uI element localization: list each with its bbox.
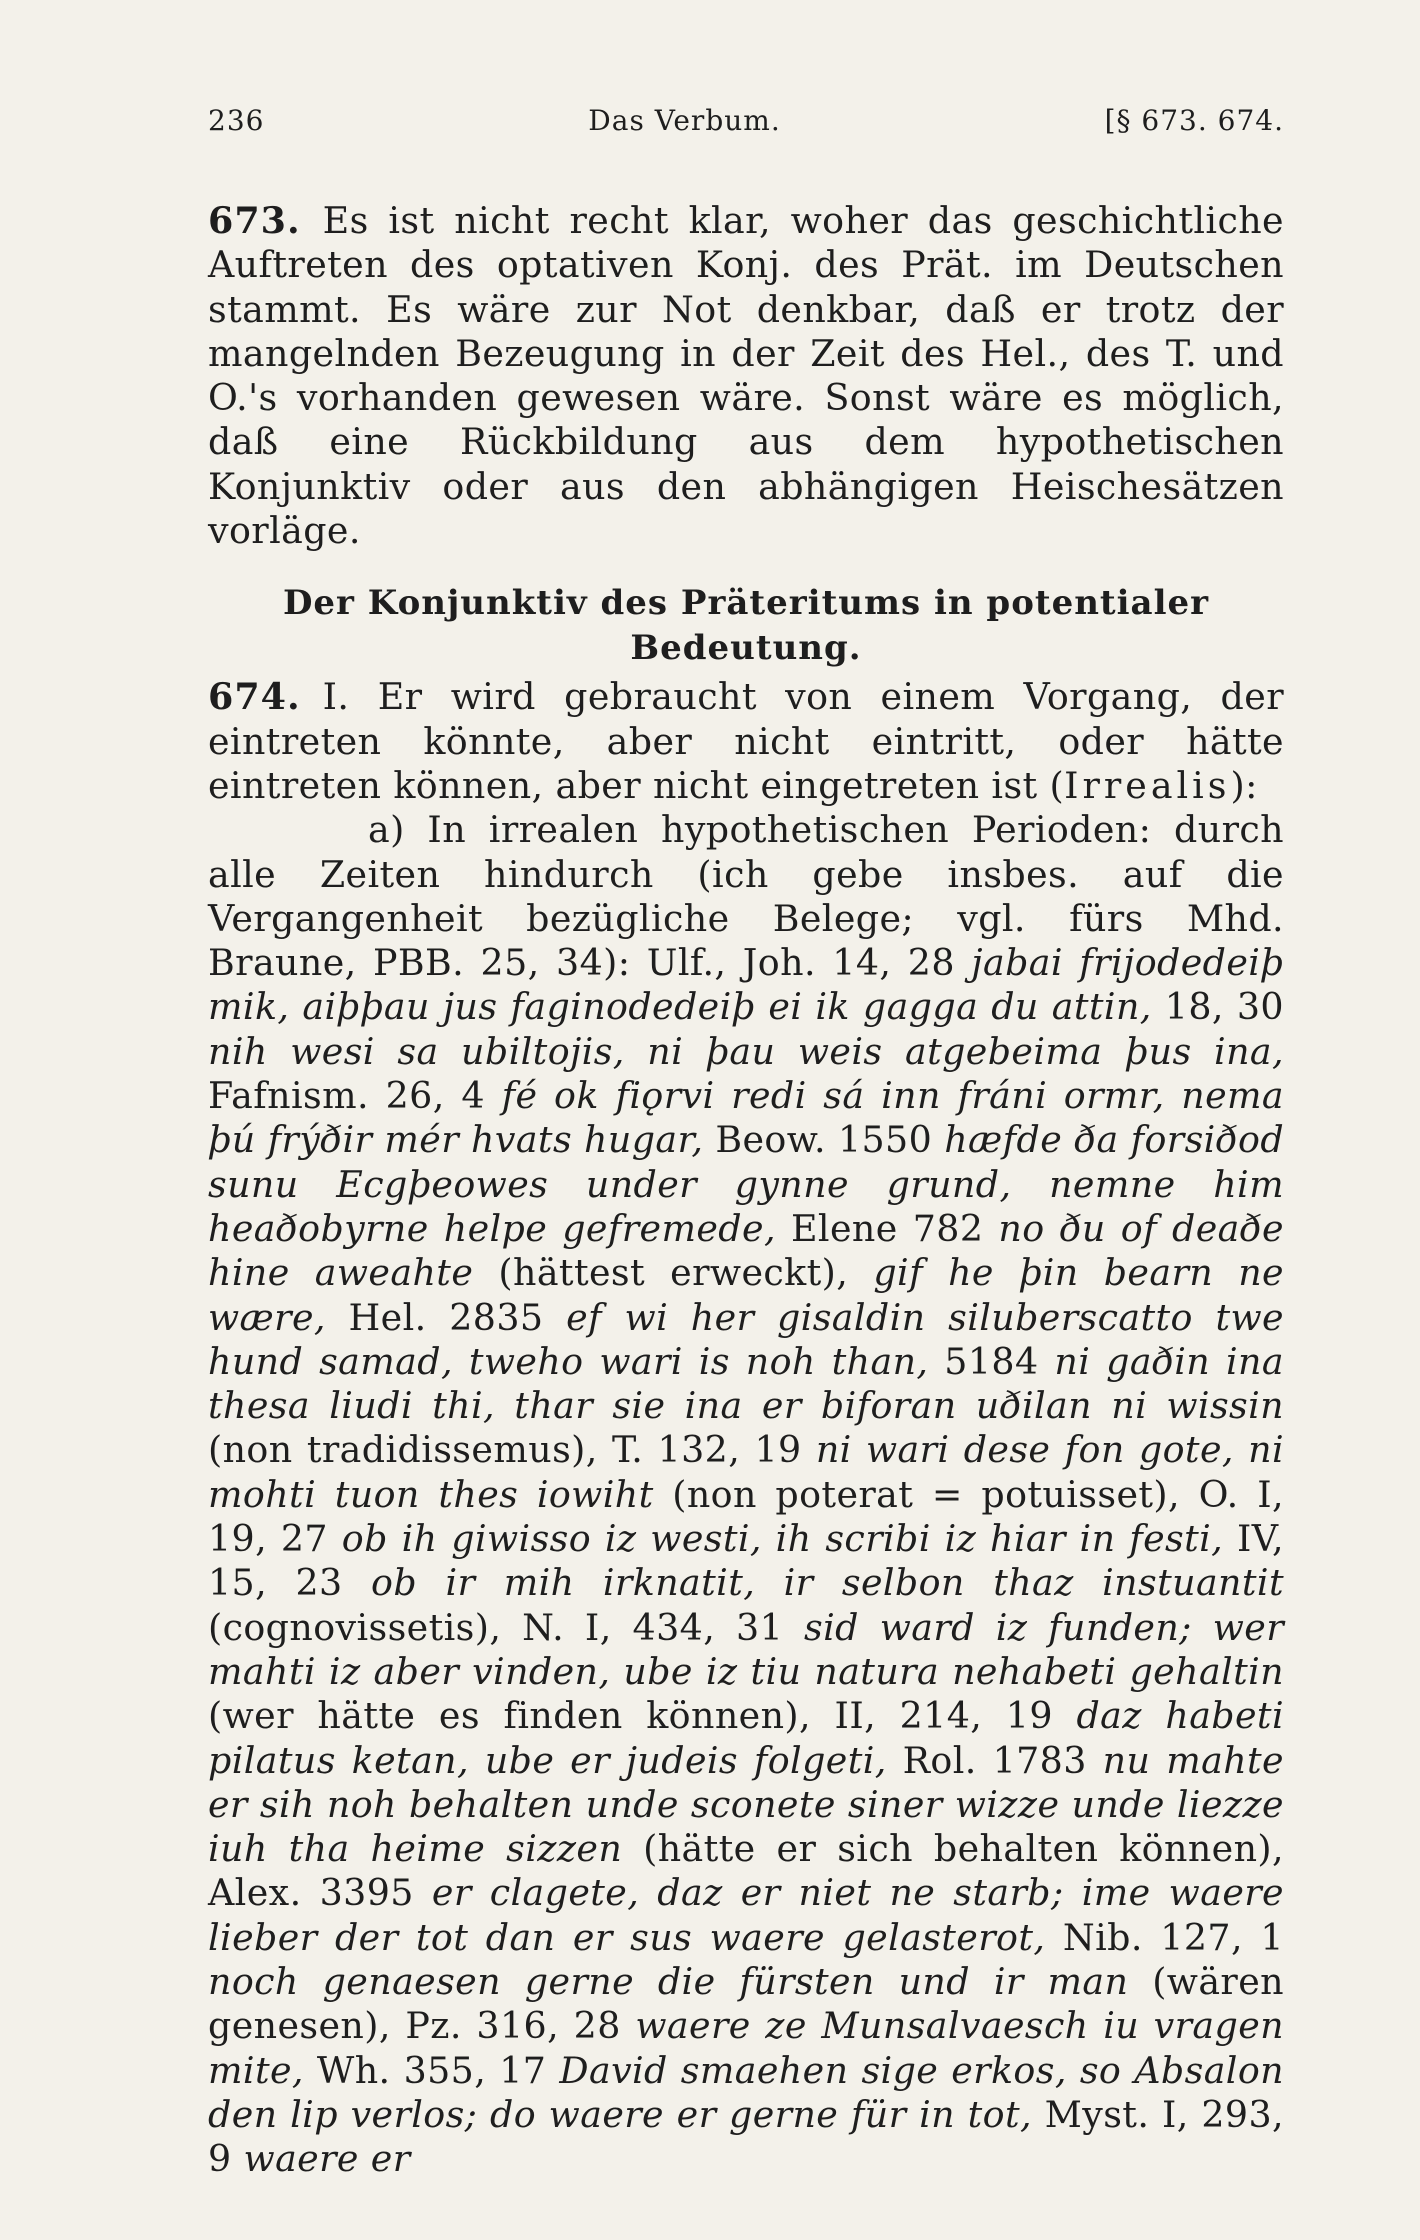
citation-reference: (cognovissetis), N. I, 434, 31 [208, 1605, 805, 1649]
quoted-example: ob ih giwisso iz westi, ih scribi iz hiar in festi, [341, 1517, 1224, 1561]
section-heading: Der Konjunktiv des Präteritums in potentialer Bedeutung. [282, 583, 1210, 669]
quoted-example: sid ward iz funden; wer mahti iz aber vinden, ube iz tiu natura nehabeti gehaltin [208, 1605, 1284, 1693]
citation-reference: (non tradidissemus), T. 132, 19 [208, 1428, 816, 1472]
quoted-example: nu mahte er sih noh behalten unde sconete siner wizze unde liezze iuh tha heime sizzen [208, 1738, 1284, 1871]
citation-reference: (wären genesen), Pz. 316, 28 [208, 1959, 1285, 2048]
paragraph-674-a [208, 808, 1284, 2181]
quoted-example: gif he þin bearn ne wære, [208, 1251, 1284, 1339]
citation-reference: Hel. 2835 [325, 1295, 567, 1339]
citation-reference: Beow. 1550 [703, 1118, 945, 1162]
quoted-example: ef wi her gisaldin siluberscatto twe hund samad, tweho wari is noh than, [208, 1295, 1284, 1383]
quoted-example: ob ir mih irknatit, ir selbon thaz instuantit [371, 1561, 1284, 1605]
quoted-example: daz habeti pilatus ketan, ube er judeis folgeti, [208, 1694, 1284, 1782]
citation-reference: Fafnism. 26, 4 [208, 1074, 502, 1118]
section-number-674: 674. [208, 675, 301, 719]
quoted-example: ni wari dese fon gote, ni mohti tuon thes iowiht [208, 1428, 1285, 1516]
body-text [208, 199, 1284, 2181]
paragraph-674-intro [208, 675, 1284, 808]
citation-reference: IV, 15, 23 [208, 1517, 1285, 1605]
quoted-example: nih wesi sa ubiltojis, ni þau weis atgebeima þus ina, [208, 1029, 1284, 1073]
quoted-example: fé ok fiǫrvi redi sá inn fráni ormr, nema þú frýðir mér hvats hugar, [208, 1074, 1285, 1162]
page-number: 236 [208, 104, 265, 137]
citation-reference: Elene 782 [775, 1206, 999, 1250]
quoted-example: ni gaðin ina thesa liudi thi, thar sie ina er biforan uðilan ni wissin [208, 1339, 1284, 1428]
quoted-example: jabai frijodedeiþ mik, aiþþau jus faginodedeiþ ei ik gagga du attin, [208, 941, 1284, 1029]
paragraph-674-intro-b: ): [1230, 763, 1258, 807]
citation-reference: Rol. 1783 [886, 1738, 1103, 1782]
quoted-example: waere ze Munsalvaesch iu vragen mite, [208, 2004, 1284, 2092]
citation-reference: 5184 [928, 1339, 1055, 1383]
running-head [208, 104, 1284, 137]
subsection-a-label: a) In irrealen hypothetischen Perioden: durch alle Zeiten hindurch (ich gebe insbes. auf die Vergangenheit bezügliche Belege; vgl. fürs Mhd. Braune, PBB. 25, 34): [208, 808, 1284, 985]
quoted-example: David smaehen sige erkos, so Absalon den lip verlos; do waere er gerne für in tot, [208, 2048, 1284, 2136]
quoted-example: er clagete, daz er niet ne starb; ime waere lieber der tot dan er sus waere gelasterot, [208, 1871, 1284, 1959]
citation-reference: (hätte er sich behalten können), Alex. 3395 [208, 1827, 1284, 1915]
paragraph-674-intro-a: I. Er wird gebraucht von einem Vorgang, der eintreten könnte, aber nicht eintritt, oder hätte eintreten können, aber nicht eingetreten ist ( [208, 675, 1284, 807]
paragraph-673-text: Es ist nicht recht klar, woher das geschichtliche Auftreten des optativen Konj. des Prät. im Deutschen stammt. Es wäre zur Not denkbar, daß er trotz der mangelnden Bezeugung in der Zeit des Hel., des T. und O.'s vorhanden gewesen wäre. Sonst wäre es möglich, daß eine Rückbildung aus dem hypothetischen Konjunktiv oder aus den abhängigen Heischesätzen vorläge. [208, 199, 1284, 553]
running-title: Das Verbum. [588, 104, 781, 137]
citation-reference: (wer hätte es finden können), II, 214, 19 [208, 1694, 1077, 1738]
citation-reference: 18, 30 [1151, 985, 1284, 1029]
citation-reference: Wh. 355, 17 [303, 2048, 560, 2092]
citation-reference: Ulf., Joh. 14, 28 [630, 941, 972, 985]
section-range: [§ 673. 674. [1104, 104, 1284, 137]
citation-reference: (hättest erweckt), [473, 1251, 874, 1295]
irrealis-term: Irrealis [1064, 763, 1231, 807]
citation-examples [208, 941, 1284, 2180]
section-number-673: 673. [208, 199, 301, 242]
quoted-example: no ðu of deaðe hine aweahte [208, 1206, 1284, 1295]
citation-reference: Myst. I, 293, 9 [208, 2092, 1285, 2181]
paragraph-673 [208, 199, 1284, 553]
quoted-example: waere er [243, 2137, 411, 2181]
citation-reference: Nib. 127, 1 [1045, 1915, 1284, 1959]
quoted-example: hæfde ða forsiðod sunu Ecgþeowes under gynne grund, nemne him heaðobyrne helpe gefremede, [208, 1118, 1285, 1250]
citation-reference: (non poterat = potuisset), O. I, 19, 27 [208, 1472, 1285, 1561]
quoted-example: noch genaesen gerne die fürsten und ir man [208, 1959, 1129, 2003]
